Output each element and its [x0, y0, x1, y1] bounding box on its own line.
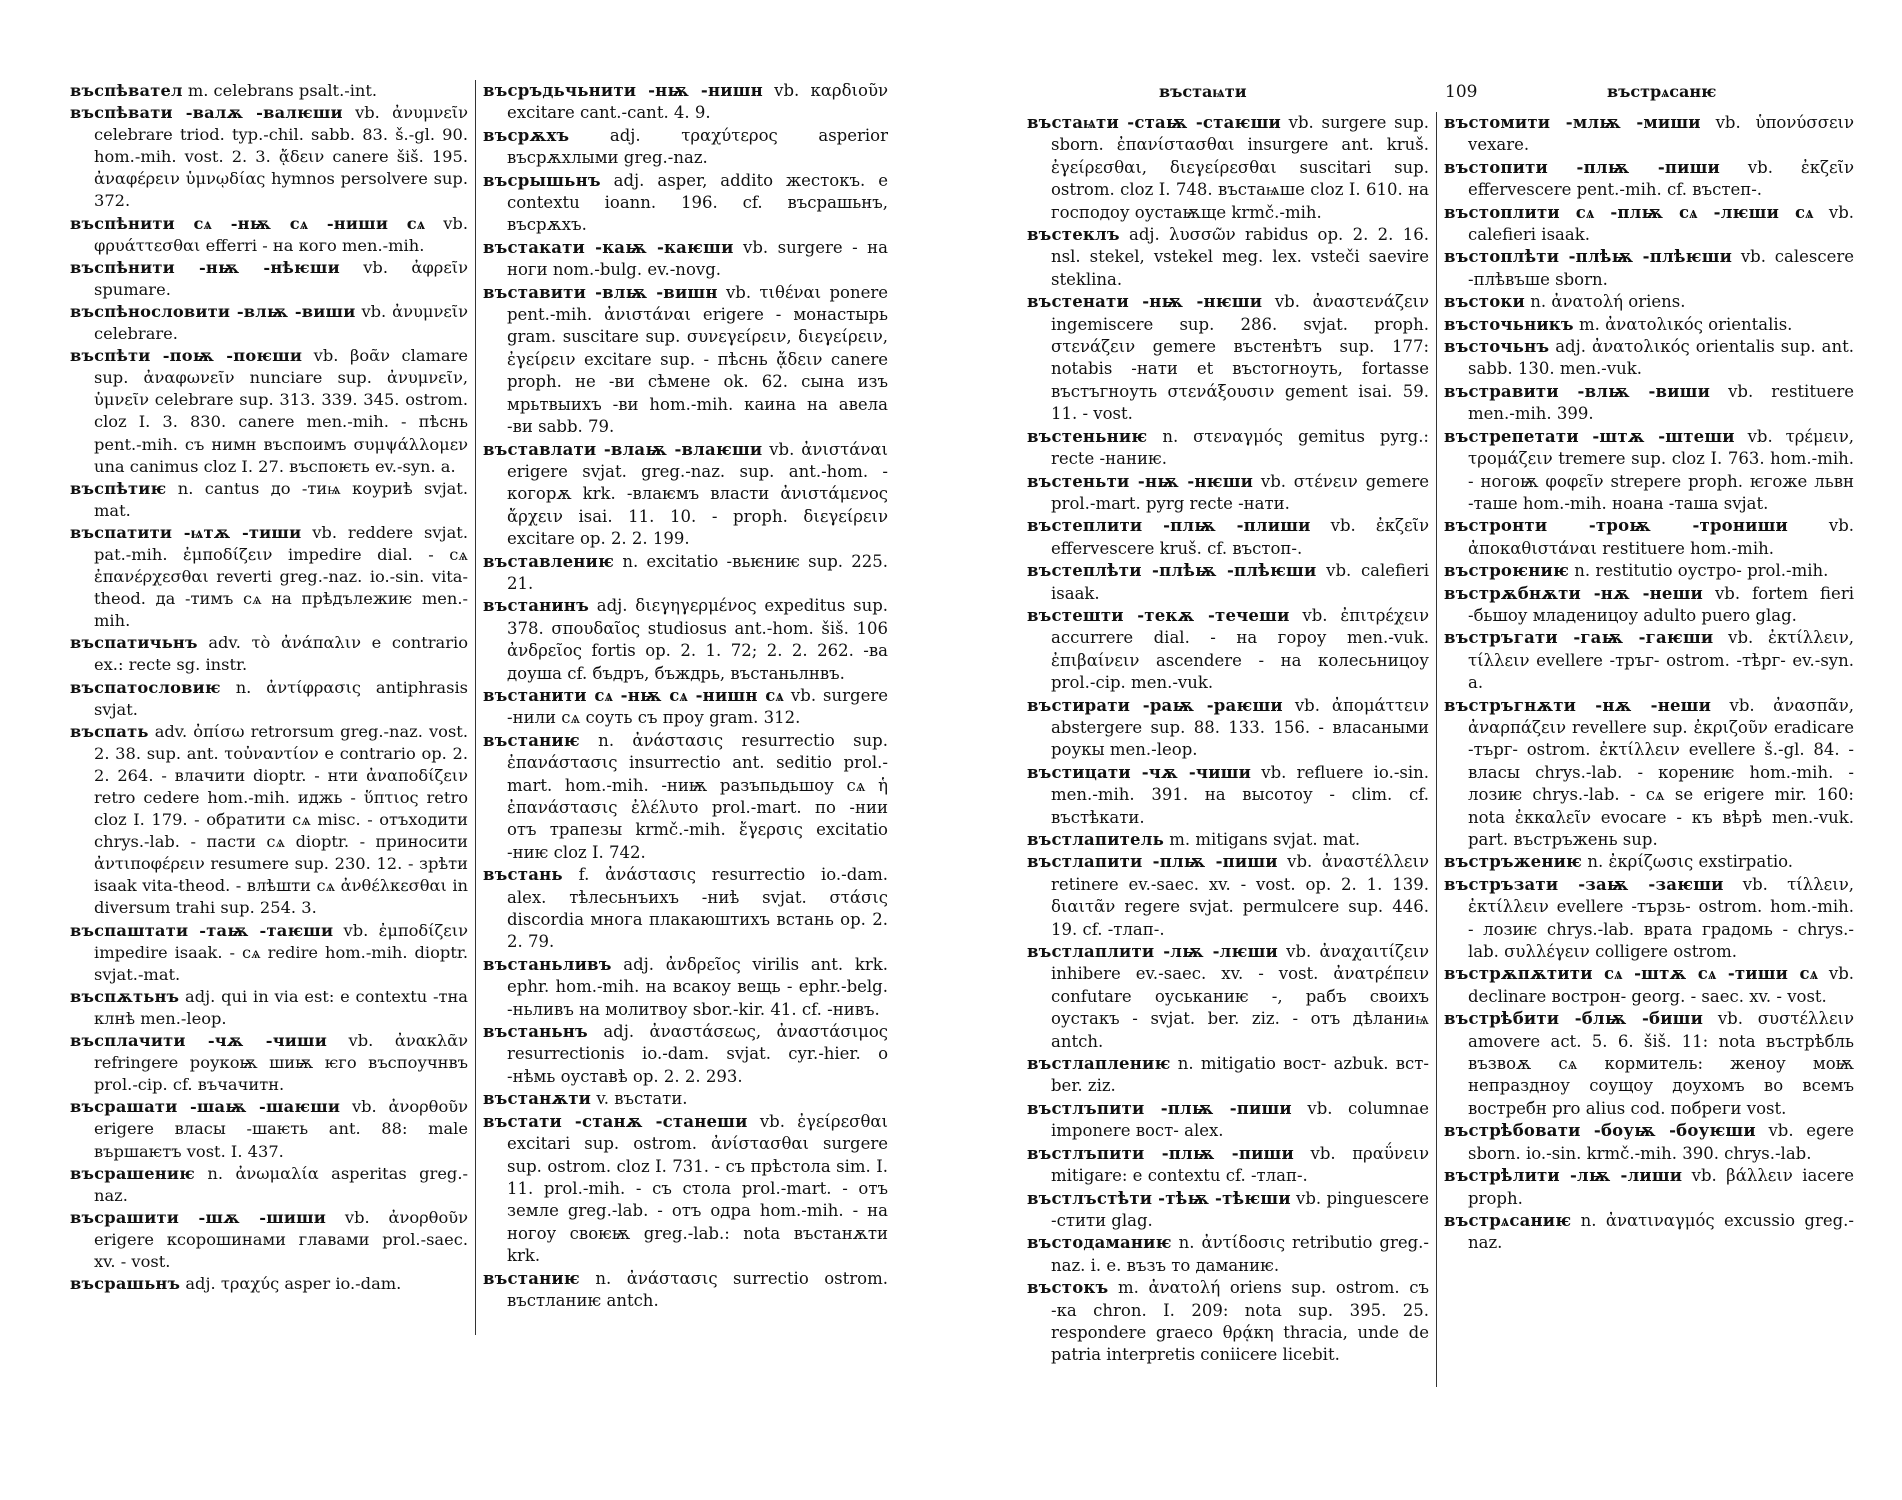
- entry-definition: vb. ἀνασπᾶν, ἀναρπάζειν revellere sup. ἐκριζοῦν eradicare -търг- ostrom. ἐκτίλλειν evellere š.-gl. 84. - власы chrys.-lab. - корениѥ hom.-mih. - лозиѥ chrys.-lab. - сѧ se erigere mir. 160: nota ἐκκαλεῖν evocare - къ вѣрѣ men.-vuk. part. въстръжень sup.: [1468, 695, 1854, 849]
- dictionary-entry: [1444, 381, 1854, 426]
- dictionary-entry: [70, 478, 468, 522]
- dictionary-entry: [1027, 941, 1429, 1053]
- dictionary-entry: [1027, 1143, 1429, 1188]
- entry-definition: vb. columnae imponere вост- alex.: [1051, 1098, 1430, 1141]
- entry-headword: въстрѫбнѫти -нѫ -неши: [1444, 583, 1703, 603]
- entry-definition: adv. τὸ ἀνάπαλιν e contrario ex.: recte sg. instr.: [94, 633, 468, 675]
- entry-headword: въстаѩти -стаѭ -стаѥши: [1027, 113, 1281, 132]
- running-head-right: въстрѧсанѥ: [1607, 82, 1717, 101]
- entry-definition: vb. ἐπιτρέχειν accurrere dial. - на гороу men.-vuk. ἐπιβαίνειν ascendere - на колесьницоу prol.-cip. men.-vuk.: [1051, 605, 1429, 693]
- entry-definition: n. στεναγμός gemitus pyrg.: recte -наниѥ.: [1051, 426, 1429, 469]
- left-page-column-1: [70, 80, 468, 1295]
- entry-definition: n. ἀνατιναγμός excussio greg.-naz.: [1468, 1210, 1854, 1253]
- dictionary-entry: [70, 1163, 468, 1207]
- entry-definition: vb. ἐμποδίζειν impedire isaak. - сѧ redire hom.-mih. dioptr. svjat.-mat.: [94, 920, 468, 984]
- dictionary-entry: [483, 125, 888, 170]
- entry-headword: въспатословиѥ: [70, 677, 221, 697]
- entry-headword: въспѫтьнъ: [70, 986, 180, 1006]
- dictionary-entry: [70, 632, 468, 676]
- entry-definition: vb. surgere -нили сѧ соуть съ проу gram. 312.: [507, 685, 888, 728]
- dictionary-entry: [1444, 202, 1854, 247]
- dictionary-entry: [1444, 695, 1854, 852]
- entry-headword: въсрѫхъ: [483, 125, 570, 145]
- dictionary-entry: [70, 1207, 468, 1273]
- entry-headword: въспѣвател: [70, 81, 183, 100]
- running-head-left: въстаѩти: [1159, 82, 1247, 101]
- entry-headword: въставити -влѭ -вишн: [483, 282, 718, 302]
- entry-definition: vb. ἀνακλᾶν refringere роукоѭ шиѭ ѥго въспоучнвъ prol.-cip. cf. въчачитн.: [94, 1031, 469, 1095]
- entry-definition: vb. ἐγείρεσθαι excitari sup. ostrom. ἀνίστασθαι surgere sup. ostrom. cloz I. 731. - съ прѣстола sim. I. 11. prol.-mih. - съ стола prol.-mart. - отъ земле greg.-lab. - отъ одра hom.-mih. - на ногоу своѥѭ greg.-lab.: nota въстанѫти krk.: [507, 1111, 888, 1266]
- entry-headword: въсрашениѥ: [70, 1163, 195, 1183]
- dictionary-entry: [1027, 471, 1429, 516]
- entry-headword: въспѣвати -валѫ -валѥши: [70, 103, 343, 123]
- right-page-column-1: [1027, 112, 1429, 1367]
- dictionary-entry: [1444, 851, 1854, 873]
- entry-headword: въсплачити -чѫ -чиши: [70, 1031, 327, 1051]
- entry-definition: n. mitigatio вост- azbuk. вст- ber. ziz.: [1051, 1054, 1429, 1096]
- entry-definition: adj. ἀνδρεῖος virilis ant. krk. ephr. hom.-mih. на всакоу вещь - ephr.-belg. -ньливъ на молитвоу sbor.-kir. 41. cf. -нивъ.: [507, 954, 888, 1019]
- entry-definition: vb. ἀφρεῖν spumare.: [94, 257, 468, 299]
- entry-definition: adj. asper, addito жестокъ. e contextu ioann. 196. cf. въсрашьнъ, въсрѫхъ.: [507, 170, 888, 235]
- entry-definition: vb. πραΰνειν mitigare: e contextu cf. -тлап-.: [1051, 1143, 1430, 1186]
- entry-headword: въсрашити -шѫ -шиши: [70, 1207, 327, 1227]
- entry-headword: въсточьнъ: [1444, 337, 1550, 357]
- entry-definition: n. ἀντίδοσις retributio greg.-naz. i. e. възъ то даманиѥ.: [1051, 1233, 1429, 1275]
- entry-headword: въставлениѥ: [483, 551, 615, 571]
- dictionary-entry: [483, 1268, 888, 1313]
- dictionary-entry: [1027, 829, 1429, 851]
- entry-definition: vb. ὑπονύσσειν vexare.: [1468, 113, 1854, 155]
- right-page: [980, 0, 1902, 1500]
- entry-headword: въспать: [70, 721, 149, 741]
- entry-definition: n. ἀνατολή oriens.: [1524, 292, 1686, 312]
- column-divider: [1436, 112, 1437, 1387]
- entry-definition: vb. ἀνορθοῦν erigere ксорошинами главами prol.-saec. xv. - vost.: [94, 1207, 468, 1271]
- entry-definition: vb. restituere men.-mih. 399.: [1468, 381, 1854, 424]
- entry-definition: vb. τιθέναι ponere pent.-mih. ἀνιστάναι erigere - монастырь gram. suscitare sup. συνεγείρειν, διεγείρειν, ἐγείρειν excitare sup. - пѣснь ᾄδειν canere proph. не -ви сѣмене ok. 62. сына изъ мрьтвыихъ -ви hom.-mih. каина на авела -ви sabb. 79.: [507, 282, 889, 437]
- entry-definition: vb. ἐκζεῖν effervescere pent.-mih. cf. въстеп-.: [1468, 157, 1855, 200]
- dictionary-entry: [1027, 851, 1429, 941]
- running-head: [1027, 82, 1901, 108]
- entry-definition: n. ἀνωμαλία asperitas greg.-naz.: [94, 1163, 468, 1205]
- entry-definition: vb. egere sborn. io.-sin. krmč.-mih. 390. chrys.-lab.: [1468, 1121, 1854, 1163]
- entry-headword: въстлапити -плѭ -пиши: [1027, 852, 1278, 872]
- dictionary-entry: [70, 102, 468, 212]
- entry-definition: v. въстати.: [591, 1089, 688, 1109]
- entry-headword: въстрепетати -штѫ -штеши: [1444, 426, 1735, 446]
- dictionary-entry: [70, 986, 468, 1030]
- dictionary-entry: [483, 1021, 888, 1088]
- entry-definition: vb. declinare вострон- georg. - saec. xv. - vost.: [1468, 964, 1854, 1006]
- entry-definition: adj. qui in via est: e contextu -тна клнѣ men.-leop.: [94, 986, 468, 1028]
- dictionary-entry: [1444, 291, 1854, 313]
- dictionary-entry: [483, 551, 888, 596]
- entry-definition: n. ἀνάστασις resurrectio sup. ἐπανάστασις insurrectio ant. seditio prol.-mart. hom.-mih. -ниѭ разъпьдьшоу сѧ ἡ ἐπανάστασις ἐλέλυτο prol.-mart. по -нии отъ трапезы krmč.-mih. ἔγερσις excitatio -ниѥ cloz I. 742.: [507, 730, 888, 862]
- dictionary-entry: [483, 1088, 888, 1110]
- right-page-column-2: [1444, 112, 1854, 1255]
- entry-headword: въстрѧсаниѥ: [1444, 1210, 1572, 1230]
- dictionary-entry: [70, 213, 468, 257]
- dictionary-entry: [1027, 112, 1429, 224]
- dictionary-entry: [1444, 1210, 1854, 1255]
- entry-headword: въстаниѥ: [483, 730, 580, 750]
- entry-headword: въстръгнѫти -нѫ -неши: [1444, 695, 1712, 715]
- dictionary-entry: [1444, 515, 1854, 560]
- entry-headword: въстлъпити -плѭ -пиши: [1027, 1098, 1292, 1118]
- dictionary-entry: [70, 1096, 468, 1162]
- entry-headword: въстанинъ: [483, 596, 589, 616]
- entry-headword: въсрашьнъ: [70, 1274, 181, 1294]
- entry-definition: vb. ἀνιστάναι erigere svjat. greg.-naz. sup. ant.-hom. - когорѫ krk. -влаѥмъ власти ἀνιστάμενος ἄρχειν isai. 11. 10. - proph. διεγείρειν excitare op. 2. 2. 199.: [507, 439, 889, 549]
- dictionary-entry: [1027, 1098, 1429, 1143]
- entry-definition: n. restitutio оустро- prol.-mih.: [1569, 561, 1829, 581]
- entry-headword: въстръгати -гаѭ -гаѥши: [1444, 628, 1714, 648]
- dictionary-entry: [1444, 426, 1854, 516]
- entry-headword: въстаньливъ: [483, 954, 612, 974]
- entry-headword: въстаниѥ: [483, 1268, 580, 1288]
- dictionary-entry: [70, 1030, 468, 1096]
- dictionary-entry: [1444, 246, 1854, 291]
- entry-headword: въстрѫпѫтити сѧ -штѫ сѧ -тиши сѧ: [1444, 964, 1819, 984]
- entry-definition: n. ἀντίφρασις antiphrasis svjat.: [94, 677, 468, 719]
- dictionary-entry: [70, 301, 468, 345]
- dictionary-entry: [1444, 1120, 1854, 1165]
- entry-headword: въспѣнословити -влѭ -виши: [70, 301, 356, 321]
- entry-definition: adv. ὀπίσω retrorsum greg.-naz. vost. 2. 38. sup. ant. τοὐναντίον e contrario op. 2. 2. 264. - влачити dioptr. - нти ἀναποδίζειν retro cedere hom.-mih. иджь - ὕπτιος retro cloz I. 179. - обратити сѧ misc. - отъходити chrys.-lab. - пасти сѧ dioptr. - приносити ἀντιποφέρειν resumere sup. 230. 12. - зрѣти isaak vita-theod. - влѣшти сѧ ἀνθέλκεσθαι in diversum trahi sup. 254. 3.: [94, 721, 468, 918]
- entry-definition: vb. ἀνορθοῦν erigere власы -шаѥть ant. 88: male вършаѥтъ vost. I. 437.: [94, 1097, 468, 1161]
- entry-headword: въстанити сѧ -нѭ сѧ -нишн сѧ: [483, 685, 784, 705]
- dictionary-entry: [483, 282, 888, 439]
- entry-headword: въстръзати -заѭ -заѥши: [1444, 874, 1724, 894]
- dictionary-entry: [1444, 336, 1854, 381]
- dictionary-entry: [1027, 291, 1429, 425]
- dictionary-entry: [70, 345, 468, 478]
- entry-headword: въстрѣбовати -боуѭ -боуѥши: [1444, 1121, 1756, 1141]
- column-divider: [475, 80, 476, 1335]
- dictionary-entry: [483, 730, 888, 864]
- dictionary-entry: [70, 257, 468, 301]
- entry-definition: vb. calefieri isaak.: [1051, 561, 1429, 603]
- entry-headword: въстлъстѣти -тѣѭ -тѣѥши: [1027, 1188, 1291, 1208]
- entry-definition: vb. ἀπομάττειν abstergere sup. 88. 133. 156. - власаными роукы men.-leop.: [1051, 695, 1429, 760]
- entry-headword: въспѣнити -нѭ -нѣѥши: [70, 257, 340, 277]
- entry-headword: въстицати -чѫ -чиши: [1027, 762, 1252, 782]
- entry-headword: въстравити -влѭ -виши: [1444, 381, 1711, 401]
- entry-headword: въспаштати -таѭ -таѥши: [70, 920, 334, 940]
- entry-definition: vb. pinguescere -стити glag.: [1051, 1188, 1429, 1230]
- dictionary-entry: [1027, 224, 1429, 291]
- entry-definition: vb. fortem fieri -бьшоу младеницоу adulto puero glag.: [1468, 583, 1854, 625]
- entry-headword: въстронти -троѭ -трониши: [1444, 516, 1788, 536]
- entry-definition: n. ἀνάστασις surrectio ostrom. въстланиѥ antch.: [507, 1268, 888, 1310]
- entry-definition: m. celebrans psalt.-int.: [182, 81, 378, 100]
- entry-definition: vb. refluere io.-sin. men.-mih. 391. на высотоу - clim. cf. въстѣкати.: [1051, 762, 1430, 827]
- dictionary-entry: [1444, 1165, 1854, 1210]
- entry-headword: въспѣти -поѭ -поѥши: [70, 346, 303, 366]
- entry-definition: m. mitigans svjat. mat.: [1164, 830, 1361, 849]
- entry-definition: m. ἀνατολή oriens sup. ostrom. съ -ка chron. I. 209: nota sup. 395. 25. respondere graeco θρᾴκη thracia, unde de patria interpretis coniicere licebit.: [1051, 1278, 1429, 1365]
- entry-definition: vb. reddere svjat. pat.-mih. ἐμποδίζειν impedire dial. - сѧ ἐπανέρχεσθαι reverti greg.-naz. io.-sin. vita-theod. да -тимъ сѧ на прѣдълежиѥ men.-mih.: [94, 522, 468, 631]
- dictionary-entry: [1027, 762, 1429, 829]
- entry-headword: въстирати -раѭ -раѥши: [1027, 695, 1283, 715]
- entry-definition: adj. τραχύς asper io.-dam.: [180, 1274, 402, 1294]
- dictionary-entry: [483, 170, 888, 237]
- dictionary-entry: [1444, 112, 1854, 157]
- entry-headword: въстопити -плѭ -пиши: [1444, 157, 1720, 177]
- dictionary-entry: [483, 439, 888, 551]
- entry-definition: vb. ἐκζεῖν effervescere kruš. cf. въстоп-.: [1051, 516, 1429, 558]
- dictionary-entry: [70, 80, 468, 102]
- entry-headword: въстомити -млѭ -миши: [1444, 113, 1701, 132]
- entry-headword: въстокъ: [1027, 1278, 1109, 1298]
- entry-headword: въстрѣбити -блѭ -биши: [1444, 1009, 1704, 1029]
- entry-headword: въсрашати -шаѭ -шаѥши: [70, 1097, 341, 1117]
- entry-headword: въсрышьнъ: [483, 170, 601, 190]
- entry-headword: въстеплити -плѭ -плиши: [1027, 516, 1311, 536]
- dictionary-entry: [483, 595, 888, 685]
- entry-headword: въстенати -нѭ -нѥши: [1027, 292, 1263, 312]
- dictionary-entry: [483, 685, 888, 730]
- dictionary-entry: [1444, 157, 1854, 202]
- entry-definition: vb. surgere sup. sborn. ἐπανίστασθαι insurgere ant. kruš. ἐγείρεσθαι, διεγείρεσθαι suscitari sup. ostrom. cloz I. 748. въстаѩше cloz I. 610. на господоу оустаѭще krmč.-mih.: [1051, 113, 1429, 222]
- entry-definition: vb. ἀναχαιτίζειν inhibere ev.-saec. xv. - vost. ἀνατρέπειν confutare оуськаниѥ -, рабъ своихъ оустакъ - svjat. ber. ziz. - отъ дѣланиѩ antch.: [1051, 942, 1429, 1051]
- entry-headword: въсръдьчьнити -нѭ -нишн: [483, 81, 763, 100]
- entry-definition: adj. λυσσῶν rabidus op. 2. 2. 16. nsl. stekel, vstekel meg. lex. vsteči saevire steklina.: [1051, 225, 1429, 289]
- entry-headword: въстрѣлити -лѭ -лиши: [1444, 1166, 1683, 1186]
- entry-headword: въстлъпити -плѭ -пиши: [1027, 1143, 1294, 1163]
- entry-definition: vb. ἀναστέλλειν retinere ev.-saec. xv. - vost. op. 2. 1. 139. διαιτᾶν regere svjat. permulcere sup. 446. 19. cf. -тлап-.: [1051, 852, 1429, 939]
- entry-definition: n. ἐκρίζωσις exstirpatio.: [1582, 852, 1793, 872]
- entry-definition: vb. βοᾶν clamare sup. ἀναφωνεῖν nunciare sup. ἀνυμνεῖν, ὑμνεῖν celebrare sup. 313. 339. 345. ostrom. cloz I. 3. 830. canere men.-mih. - пѣснь pent.-mih. съ нимн въспоимъ συμψάλλομεν una canimus cloz I. 27. въспоѥть ev.-syn. a.: [94, 346, 468, 476]
- entry-headword: въстлаплити -лѭ -лѥши: [1027, 942, 1278, 962]
- dictionary-entry: [70, 522, 468, 632]
- dictionary-entry: [1027, 1188, 1429, 1233]
- left-page: [0, 0, 950, 1500]
- page-number: 109: [1445, 82, 1478, 102]
- entry-definition: vb. συστέλλειν amovere act. 5. 6. šiš. 11: nota въстрѣбль възвоѫ сѧ кормитель: женоу моѭ непраздноу соущоу доухомъ во всемъ востребн pro alius cod. побреги vost.: [1468, 1009, 1854, 1118]
- entry-definition: adj. ἀνατολικός orientalis sup. ant. sabb. 130. men.-vuk.: [1468, 337, 1854, 379]
- entry-headword: въстоки: [1444, 292, 1525, 312]
- entry-headword: въстлапитель: [1027, 830, 1164, 849]
- dictionary-entry: [1027, 1277, 1429, 1367]
- dictionary-entry: [1444, 627, 1854, 694]
- dictionary-entry: [1444, 1008, 1854, 1120]
- entry-definition: vb. ἀναστενάζειν ingemiscere sup. 286. svjat. proph. στενάζειν gemere въстенѣтъ sup. 177: notabis -нати et въстогноуть, fortasse въстъгноуть στενάξουσιν gement isai. 59. 11. - vost.: [1051, 292, 1429, 424]
- dictionary-entry: [70, 721, 468, 920]
- entry-definition: vb. βάλλειν iacere proph.: [1468, 1166, 1854, 1208]
- entry-definition: m. ἀνατολικός orientalis.: [1573, 314, 1793, 334]
- dictionary-entry: [70, 677, 468, 721]
- dictionary-entry: [1027, 1232, 1429, 1277]
- entry-definition: vb. τίλλειν, ἐκτίλλειν evellere -тързь- ostrom. hom.-mih. - лозиѥ chrys.-lab. врата градомь - chrys.-lab. συλλέγειν colligere ostrom.: [1468, 874, 1854, 962]
- entry-headword: въспѣтиѥ: [70, 478, 167, 498]
- entry-headword: въстеньниѥ: [1027, 426, 1148, 446]
- entry-definition: n. cantus до -тиѩ коуриѣ svjat. mat.: [94, 478, 468, 520]
- entry-definition: adj. ἀναστάσεως, ἀναστάσιμος resurrectionis io.-dam. svjat. cyr.-hier. о -нѣмь оуставѣ op. 2. 2. 293.: [507, 1022, 888, 1086]
- entry-headword: въсточьникъ: [1444, 314, 1574, 334]
- dictionary-entry: [1027, 426, 1429, 471]
- dictionary-entry: [1444, 583, 1854, 628]
- entry-definition: f. ἀνάστασις resurrectio io.-dam. alex. тѣлесьнъихъ -ниѣ svjat. στάσις discordia многа плакаюштихъ встань op. 2. 2. 79.: [507, 865, 888, 952]
- entry-headword: въстешти -текѫ -течеши: [1027, 605, 1290, 625]
- entry-headword: въстеньти -нѭ -нѥши: [1027, 471, 1254, 491]
- dictionary-entry: [483, 954, 888, 1021]
- dictionary-entry: [1444, 560, 1854, 582]
- dictionary-entry: [483, 237, 888, 282]
- entry-headword: въстлаплениѥ: [1027, 1054, 1171, 1074]
- entry-headword: въспатити -ѩтѫ -тиши: [70, 522, 302, 542]
- dictionary-entry: [1027, 605, 1429, 695]
- dictionary-entry: [483, 1111, 888, 1268]
- dictionary-entry: [1027, 560, 1429, 605]
- dictionary-entry: [1027, 515, 1429, 560]
- dictionary-entry: [1444, 874, 1854, 964]
- entry-definition: adj. τραχύτερος asperior въсрѫхлыми greg.-naz.: [507, 125, 888, 168]
- dictionary-entry: [1027, 695, 1429, 762]
- entry-definition: adj. διεγηγερμένος expeditus sup. 378. σπουδαῖος studiosus ant.-hom. šiš. 106 ἀνδρεῖος fortis op. 2. 1. 72; 2. 2. 262. -ва доуша cf. бъдръ, бъждрь, въстаньлнвъ.: [507, 596, 888, 683]
- dictionary-entry: [483, 864, 888, 954]
- entry-definition: vb. calefieri isaak.: [1468, 202, 1855, 245]
- entry-definition: vb. τρέμειν, τρομάζειν tremere sup. cloz I. 763. hom.-mih. - ногоѭ φοφεῖν strepere proph. ѥгоже львн -таше hom.-mih. ноана -таша svjat.: [1468, 426, 1854, 513]
- entry-headword: въставлати -влаѭ -влаѥши: [483, 439, 763, 459]
- dictionary-entry: [1444, 963, 1854, 1008]
- dictionary-entry: [483, 80, 888, 125]
- left-page-column-2: [483, 80, 888, 1312]
- entry-headword: въстань: [483, 865, 563, 885]
- entry-definition: vb. στένειν gemere prol.-mart. pyrg recte -нати.: [1051, 471, 1429, 513]
- entry-headword: въстаньнъ: [483, 1022, 588, 1042]
- entry-definition: vb. calescere -плѣвъше sborn.: [1468, 247, 1854, 289]
- entry-definition: n. excitatio -вьѥниѥ sup. 225. 21.: [507, 551, 888, 593]
- entry-headword: въстръжениѥ: [1444, 852, 1583, 872]
- dictionary-entry: [70, 1273, 468, 1295]
- entry-headword: въстанѫти: [483, 1089, 592, 1109]
- entry-headword: въстакати -каѭ -каѥши: [483, 237, 734, 257]
- entry-definition: vb. ἀποκαθιστάναι restituere hom.-mih.: [1468, 516, 1855, 558]
- entry-definition: vb. φρυάττεσθαι efferri - на кого men.-mih.: [94, 213, 468, 255]
- dictionary-entry: [1444, 314, 1854, 336]
- entry-headword: въстати -станѫ -станеши: [483, 1111, 748, 1131]
- entry-headword: въстроѥниѥ: [1444, 561, 1570, 581]
- dictionary-entry: [70, 920, 468, 986]
- entry-headword: въспатичьнъ: [70, 633, 198, 653]
- entry-headword: въстеклъ: [1027, 225, 1120, 245]
- entry-headword: въстеплѣти -плѣѭ -плѣѥши: [1027, 561, 1317, 581]
- entry-headword: въстодаманиѥ: [1027, 1233, 1172, 1253]
- entry-headword: въспѣнити сѧ -нѭ сѧ -ниши сѧ: [70, 213, 426, 233]
- entry-definition: vb. surgere - на ноги nom.-bulg. ev.-novg.: [507, 237, 888, 280]
- entry-definition: vb. ἀνυμνεῖν celebrare.: [94, 301, 468, 344]
- entry-definition: vb. ἐκτίλλειν, τίλλειν evellere -тръг- ostrom. -тѣрг- ev.-syn. a.: [1468, 628, 1854, 693]
- entry-definition: vb. ἀνυμνεῖν celebrare triod. typ.-chil. sabb. 83. š.-gl. 90. hom.-mih. vost. 2. 3. ᾄδειν canere šiš. 195. ἀναφέρειν ὑμνῳδίας hymnos persolvere sup. 372.: [94, 103, 468, 211]
- entry-headword: въстоплити сѧ -плѭ сѧ -лѥши сѧ: [1444, 202, 1814, 222]
- dictionary-entry: [1027, 1053, 1429, 1098]
- entry-definition: vb. καρδιοῦν excitare cant.-cant. 4. 9.: [507, 81, 888, 123]
- entry-headword: въстоплѣти -плѣѭ -плѣѥши: [1444, 247, 1733, 267]
